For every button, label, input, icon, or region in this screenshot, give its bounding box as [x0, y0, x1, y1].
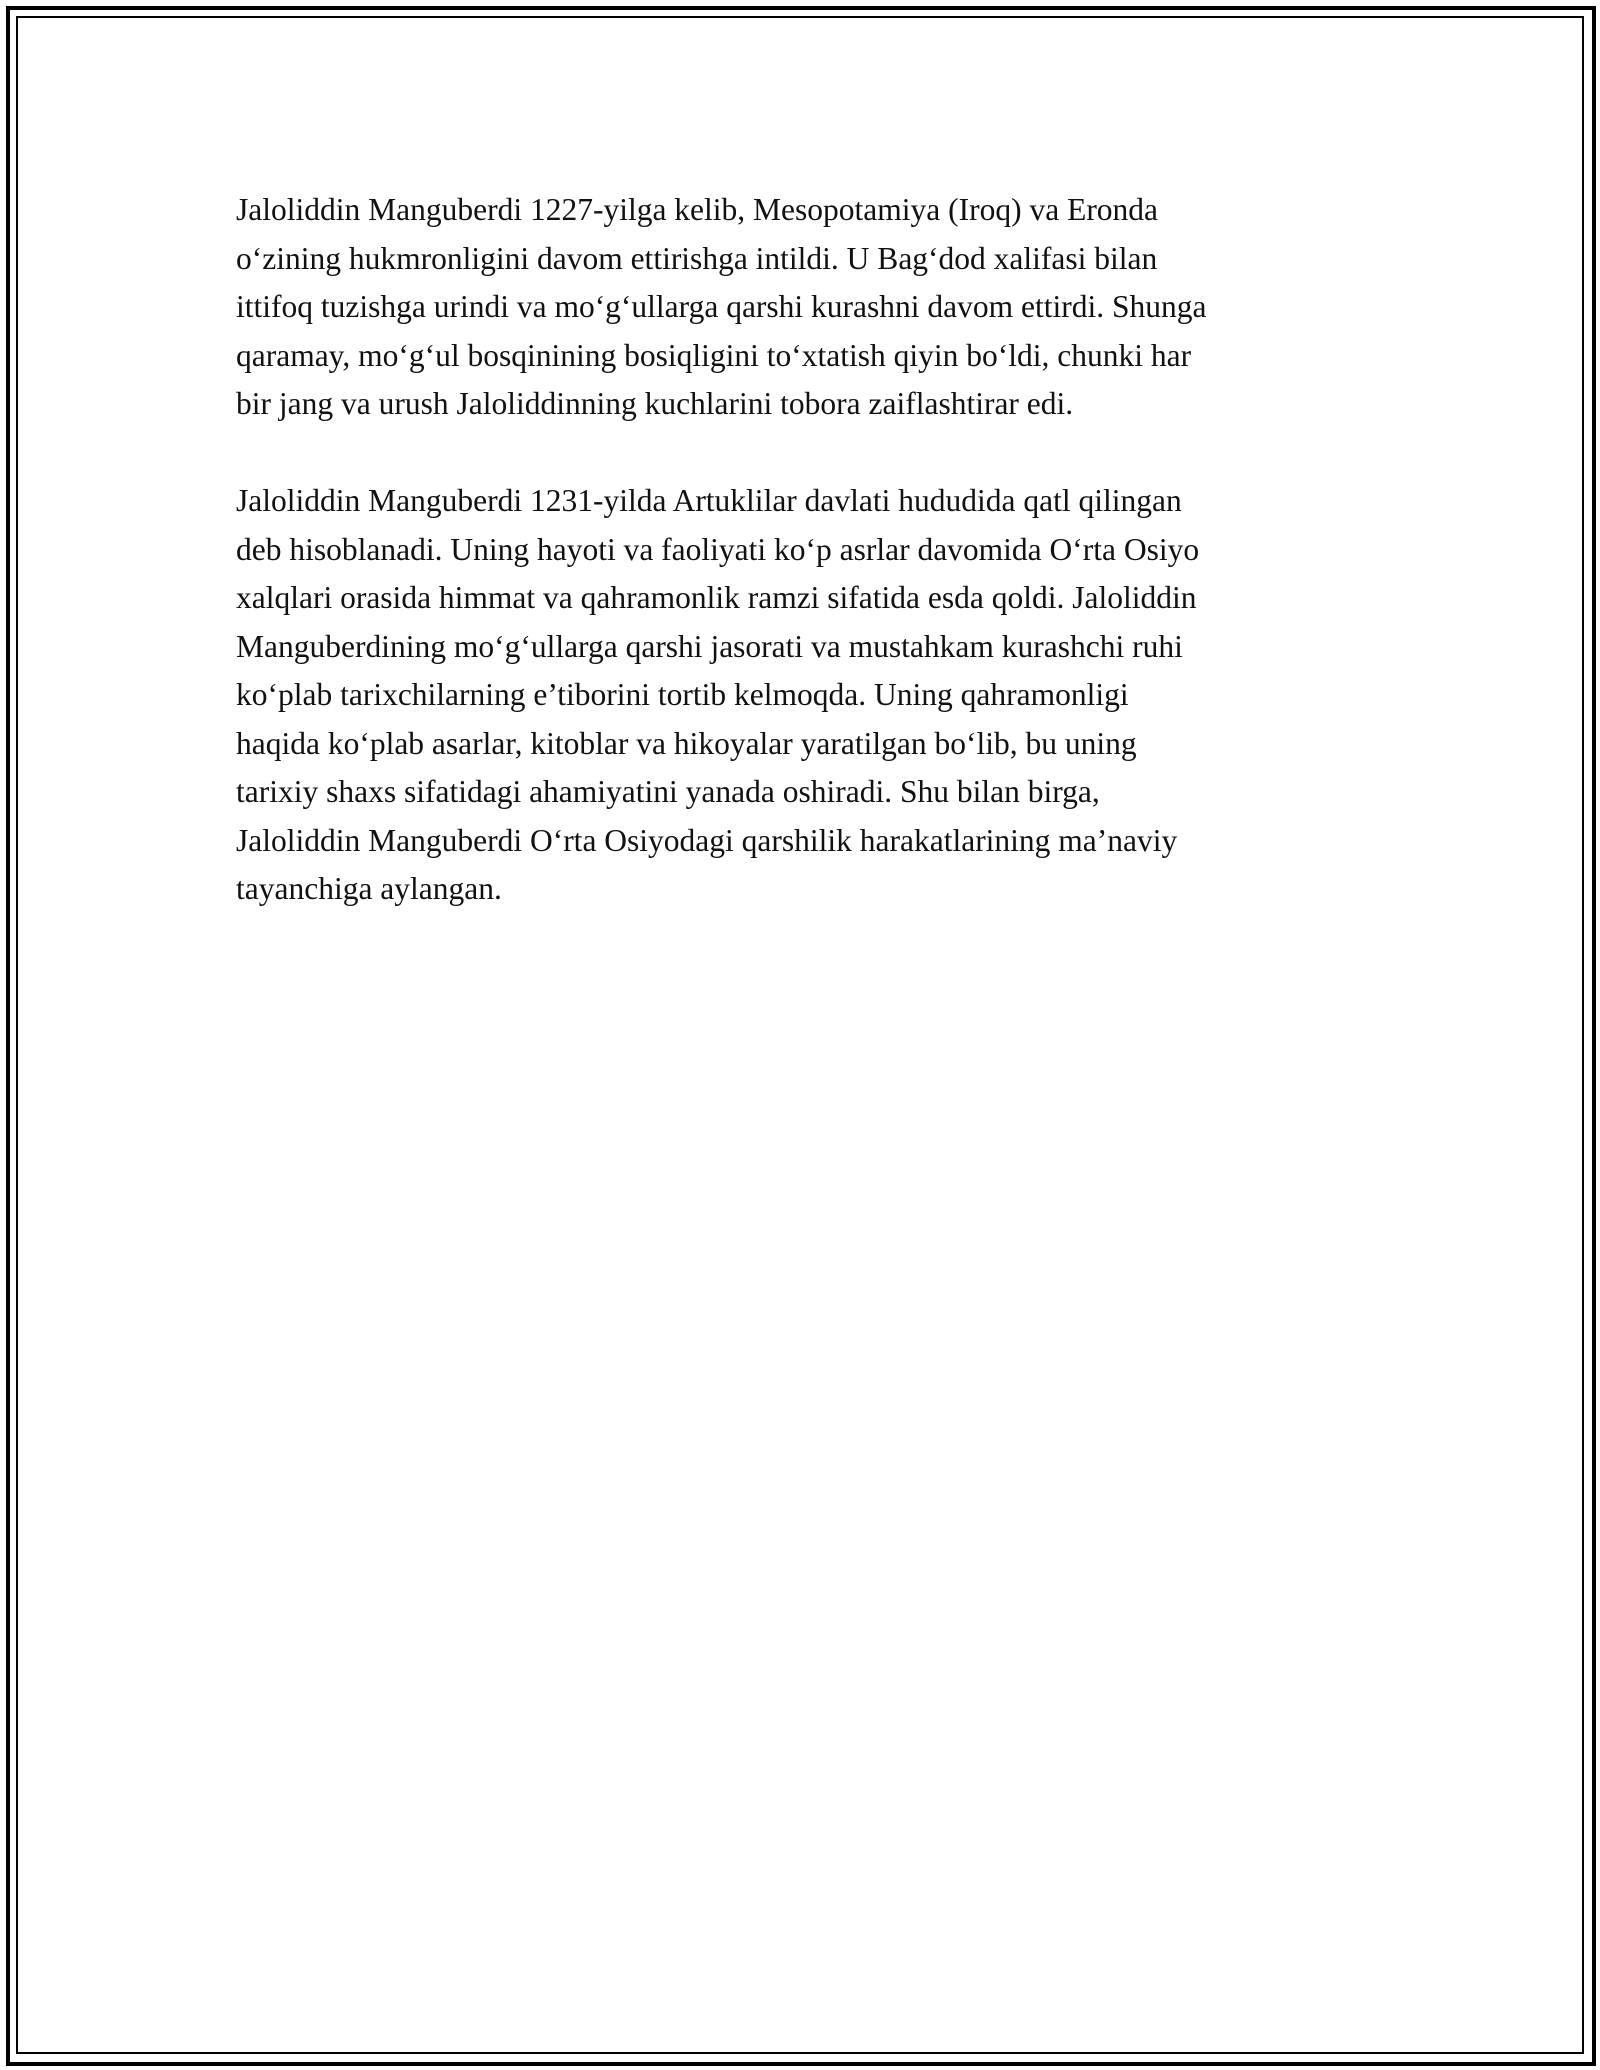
text-line: Manguberdining mo‘g‘ullarga qarshi jasorati va mustahkam kurashchi ruhi [236, 628, 1183, 664]
text-line: xalqlari orasida himmat va qahramonlik ramzi sifatida esda qoldi. Jaloliddin [236, 580, 1197, 615]
text-line: tarixiy shaxs sifatidagi ahamiyatini yanada oshiradi. Shu bilan birga, [236, 774, 1100, 809]
text-line: Jaloliddin Manguberdi O‘rta Osiyodagi qarshilik harakatlarining ma’naviy [236, 822, 1178, 858]
text-line: Jaloliddin Manguberdi 1227-yilga kelib, Mesopotamiya (Iroq) va Eronda [236, 192, 1159, 227]
text-line: haqida ko‘plab asarlar, kitoblar va hikoyalar yaratilgan bo‘lib, bu uning [236, 725, 1137, 761]
text-line: ittifoq tuzishga urindi va mo‘g‘ullarga qarshi kurashni davom ettirdi. Shunga [236, 289, 1207, 324]
text-line: tayanchiga aylangan. [236, 871, 502, 906]
text-line: qaramay, mo‘g‘ul bosqinining bosiqligini to‘xtatish qiyin bo‘ldi, chunki har [236, 337, 1192, 373]
document-body [236, 186, 1386, 962]
text-line: ko‘plab tarixchilarning e’tiborini tortib kelmoqda. Uning qahramonligi [236, 677, 1129, 712]
paragraph-1 [236, 186, 1386, 429]
paragraph-2 [236, 477, 1386, 914]
text-line: bir jang va urush Jaloliddinning kuchlarini tobora zaiflashtirar edi. [236, 386, 1074, 421]
text-line: o‘zining hukmronligini davom ettirishga intildi. U Bag‘dod xalifasi bilan [236, 240, 1158, 276]
text-line: Jaloliddin Manguberdi 1231-yilda Artuklilar davlati hududida qatl qilingan [236, 483, 1182, 518]
text-line: deb hisoblanadi. Uning hayoti va faoliyati ko‘p asrlar davomida O‘rta Osiyo [236, 531, 1200, 567]
